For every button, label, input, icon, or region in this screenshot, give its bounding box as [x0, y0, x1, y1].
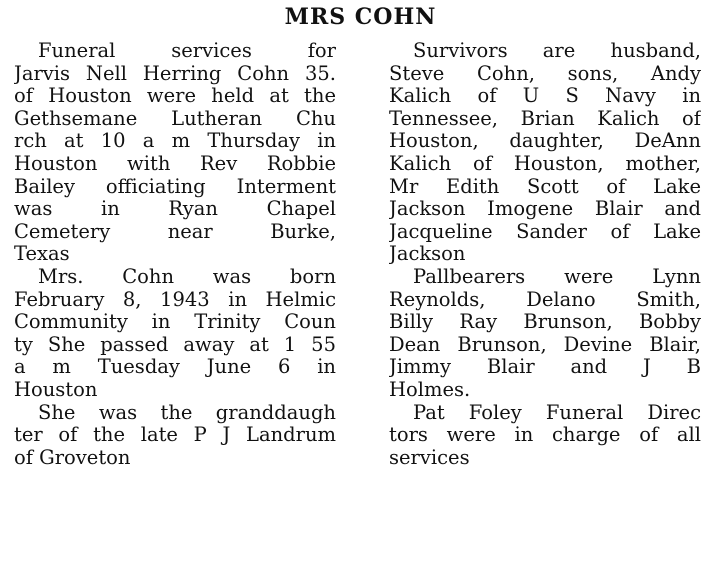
text-line: Houston with Rev Robbie	[14, 152, 336, 175]
text-line: Community in Trinity Coun	[14, 311, 336, 334]
text-line: Kalich of Houston, mother,	[389, 152, 701, 175]
text-line: Tennessee, Brian Kalich of	[389, 107, 701, 130]
text-line: Mrs. Cohn was born	[38, 265, 336, 288]
text-line: Survivors are husband,	[413, 40, 701, 62]
text-line: Jarvis Nell Herring Cohn 35.	[14, 62, 336, 85]
text-line: Funeral services for	[38, 40, 336, 62]
text-line: a m Tuesday June 6 in	[14, 356, 336, 379]
text-line: Pallbearers were Lynn	[413, 265, 701, 288]
left-column	[14, 40, 336, 469]
text-line: Holmes.	[389, 378, 471, 401]
text-line: Pat Foley Funeral Direc	[413, 401, 701, 424]
text-line: Dean Brunson, Devine Blair,	[389, 333, 701, 356]
text-line: Mr Edith Scott of Lake	[389, 175, 701, 198]
text-line: Jimmy Blair and J B	[389, 356, 701, 379]
text-line: Jacqueline Sander of Lake	[389, 220, 701, 243]
text-line: Jackson	[389, 243, 466, 266]
text-line: Billy Ray Brunson, Bobby	[389, 311, 701, 334]
text-line: Cemetery near Burke,	[14, 220, 336, 243]
text-line: ty She passed away at 1 55	[14, 333, 336, 356]
text-line: of Houston were held at the	[14, 85, 336, 108]
text-line: Steve Cohn, sons, Andy	[389, 62, 701, 85]
text-line: Houston, daughter, DeAnn	[389, 130, 701, 153]
text-line: February 8, 1943 in Helmic	[14, 288, 336, 311]
text-line: of Groveton	[14, 446, 131, 469]
text-line: Gethsemane Lutheran Chu	[14, 107, 336, 130]
text-line: Bailey officiating Interment	[14, 175, 336, 198]
text-line: ter of the late P J Landrum	[14, 424, 336, 447]
text-line: rch at 10 a m Thursday in	[14, 130, 336, 153]
text-line: Houston	[14, 378, 98, 401]
text-line: tors were in charge of all	[389, 424, 701, 447]
text-line: Jackson Imogene Blair and	[389, 198, 701, 221]
text-line: Kalich of U S Navy in	[389, 85, 701, 108]
right-column	[389, 40, 701, 469]
text-line: was in Ryan Chapel	[14, 198, 336, 221]
headline: MRS COHN	[284, 4, 437, 30]
text-line: She was the granddaugh	[38, 401, 336, 424]
text-line: Texas	[14, 243, 70, 266]
text-line: services	[389, 446, 470, 469]
text-line: Reynolds, Delano Smith,	[389, 288, 701, 311]
